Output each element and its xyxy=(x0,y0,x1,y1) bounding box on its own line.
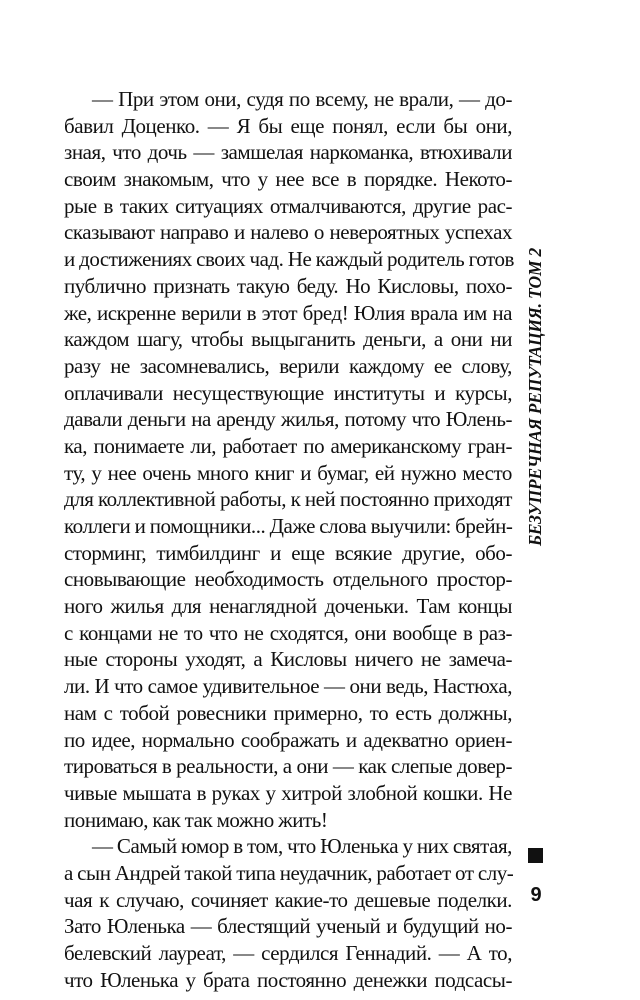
text-line: белевский лауреат, — сердился Геннадий. — А то, xyxy=(64,941,512,965)
text-line: разу не засомневались, верили каждому ее слову, xyxy=(64,353,512,378)
text-line: ту, у нее очень много книг и бумаг, ей нужно место xyxy=(64,460,512,485)
text-line: коллеги и помощники... Даже слова выучили: брейн- xyxy=(64,514,513,538)
text-line: что Юленька у брата постоянно денежки подсасы- xyxy=(64,967,512,992)
text-line: давали деньги на аренду жилья, потому что Юлень- xyxy=(64,407,512,432)
text-line: нам с тобой ровесники примерно, то есть должны, xyxy=(64,700,512,725)
text-line: каждом шагу, чтобы выцыганить деньги, а они ни xyxy=(64,327,512,352)
body-text xyxy=(64,86,512,993)
text-line: — При этом они, судя по всему, не врали, — до- xyxy=(92,87,512,111)
text-line: ли. И что самое удивительное — они ведь, Настюха, xyxy=(64,674,512,699)
text-line: сторминг, тимбилдинг и еще всякие другие, обо- xyxy=(64,540,512,565)
text-line: чая к случаю, сочиняет какие-то дешевые поделки. xyxy=(64,887,512,912)
text-line: ного жилья для ненаглядной доченьки. Там концы xyxy=(64,594,512,619)
text-line: бавил Доценко. — Я бы еще понял, если бы они, xyxy=(64,113,512,138)
text-line: тироваться в реальности, а они — как слепые довер- xyxy=(64,754,512,779)
text-line: сновывающие необходимость отдельного простор- xyxy=(64,567,512,592)
text-line: и достижениях своих чад. Не каждый родитель готов xyxy=(64,247,514,272)
text-line: зная, что дочь — замшелая наркоманка, втюхивали xyxy=(64,140,512,165)
page-number: 9 xyxy=(530,884,542,906)
text-line: ные стороны уходят, а Кисловы ничего не замеча- xyxy=(64,647,512,672)
text-line: рые в таких ситуациях отмалчиваются, другие рас- xyxy=(64,193,512,218)
text-line: а сын Андрей такой типа неудачник, работает от слу- xyxy=(64,860,514,885)
text-line: же, искренне верили в этот бред! Юлия врала им на xyxy=(64,300,512,325)
text-line: сказывают направо и налево о невероятных успехах xyxy=(64,220,512,245)
paragraph-2 xyxy=(64,833,512,993)
text-line: по идее, нормально соображать и адекватно ориен- xyxy=(64,727,512,752)
text-line: для коллективной работы, к ней постоянно приходят xyxy=(64,487,512,512)
text-line: Зато Юленька — блестящий ученый и будущий но- xyxy=(64,914,512,939)
text-line: — Самый юмор в том, что Юленька у них святая, xyxy=(92,834,512,859)
running-head: БЕЗУПРЕЧНАЯ РЕПУТАЦИЯ. ТОМ 2 xyxy=(525,247,545,546)
text-line: понимаю, как так можно жить! xyxy=(64,807,328,832)
text-line: своим знакомым, что у нее все в порядке. Некото- xyxy=(64,167,512,192)
text-line: чивые мышата в руках у хитрой злобной кошки. Не xyxy=(64,780,512,805)
text-line: публично признать такую беду. Но Кисловы, похо- xyxy=(64,273,512,298)
section-marker-square xyxy=(528,848,543,863)
text-line: оплачивали несуществующие институты и курсы, xyxy=(64,380,512,405)
paragraph-1 xyxy=(64,86,512,833)
text-line: с концами не то что не сходятся, они вообще в раз- xyxy=(64,620,512,645)
text-line: ка, понимаете ли, работает по американскому гран- xyxy=(64,433,512,458)
